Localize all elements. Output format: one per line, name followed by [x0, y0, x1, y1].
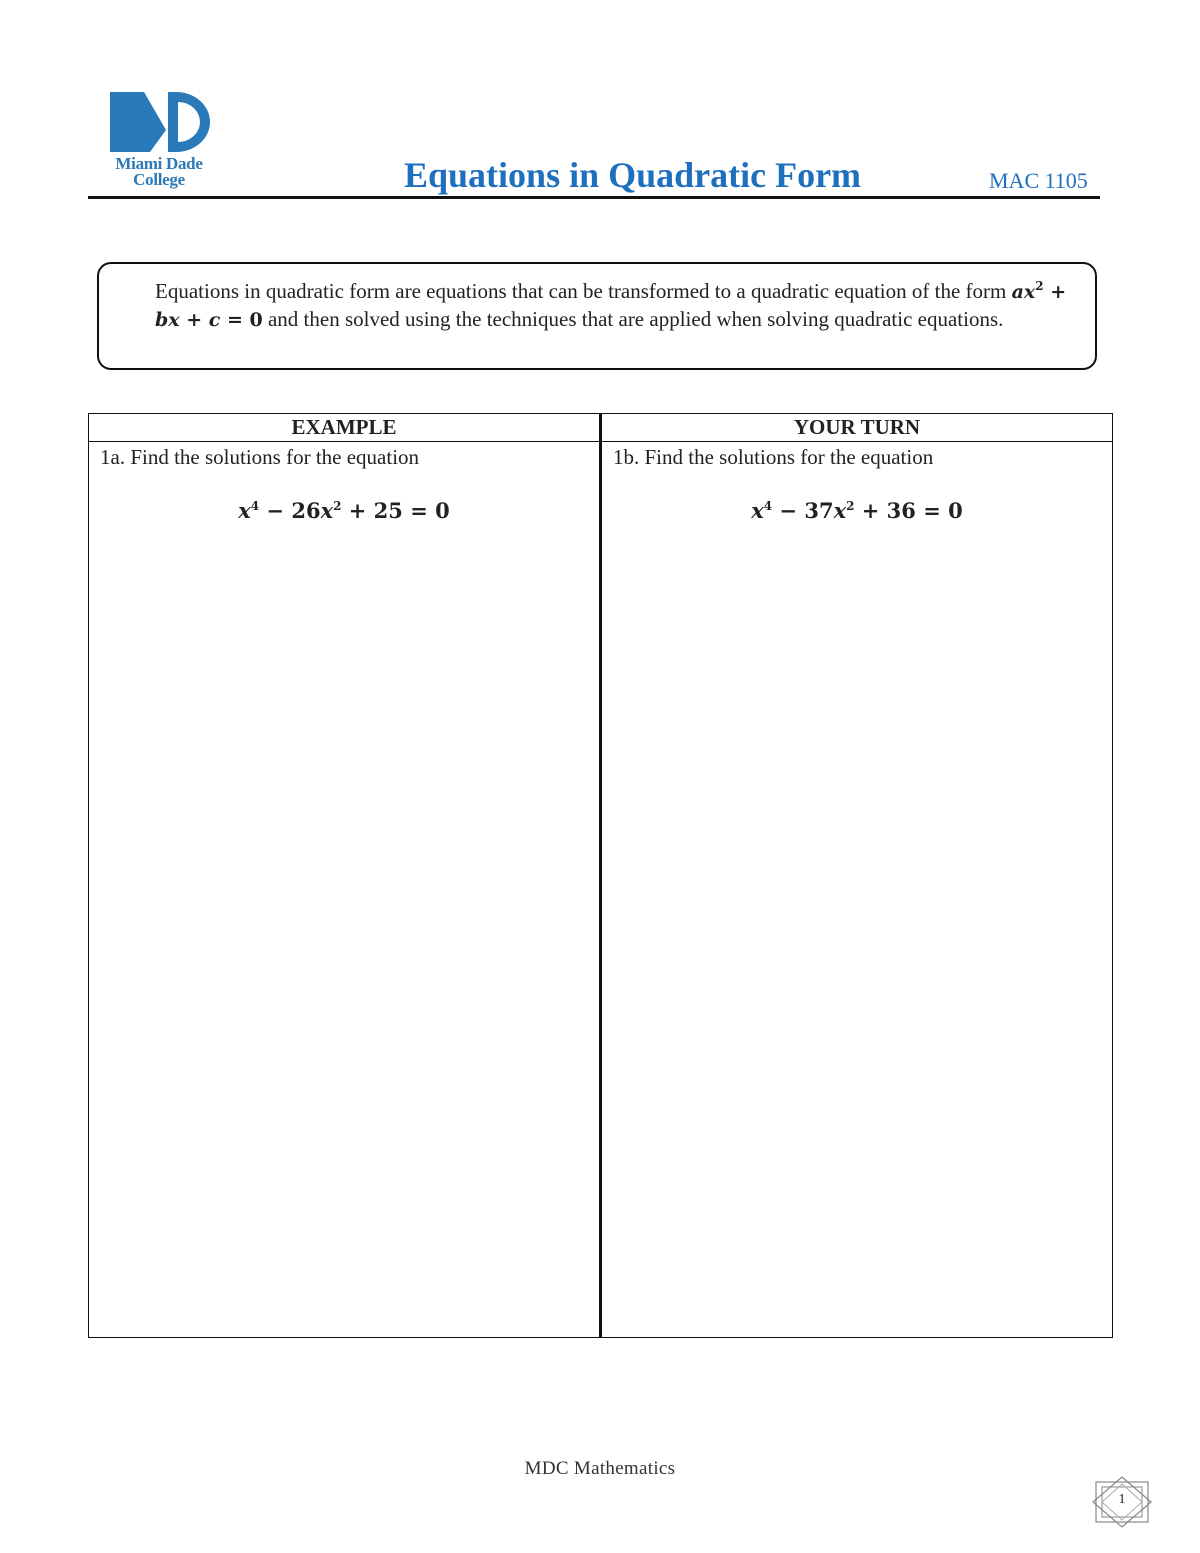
page-number: 1	[1118, 1492, 1126, 1507]
definition-box	[97, 262, 1097, 370]
problem-1b-equation: $x^4 - 37x^2 + 36 = 0$	[751, 498, 963, 523]
general-quadratic-equation: $ax^2$ + bx + c = 0	[155, 279, 1067, 331]
college-logo	[106, 90, 212, 195]
problem-1b-label: 1b. Find the solutions for the equation	[613, 445, 934, 469]
example-header: EXAMPLE	[89, 414, 601, 442]
example-cell[interactable]	[89, 442, 601, 1338]
header-divider	[88, 196, 1100, 199]
md-logo-icon	[106, 90, 212, 156]
course-code: MAC 1105	[989, 168, 1088, 193]
page-title: Equations in Quadratic Form	[404, 155, 862, 195]
footer-text: MDC Mathematics	[524, 1458, 676, 1479]
definition-text-after: and then solved using the techniques that are applied when solving quadratic equations.	[262, 307, 1004, 331]
page-number-badge	[1092, 1476, 1152, 1528]
your-turn-header: YOUR TURN	[601, 414, 1113, 442]
definition-text-before: Equations in quadratic form are equations that can be transformed to a quadratic equation of the form	[155, 279, 1012, 303]
definition-text	[155, 278, 1075, 334]
worksheet-table	[88, 413, 1113, 1338]
problem-1a-label: 1a. Find the solutions for the equation	[100, 445, 420, 469]
your-turn-cell[interactable]	[601, 442, 1113, 1338]
problem-1a-equation: $x^4 - 26x^2 + 25 = 0$	[238, 498, 450, 523]
logo-wordmark: Miami Dade College	[115, 154, 203, 189]
